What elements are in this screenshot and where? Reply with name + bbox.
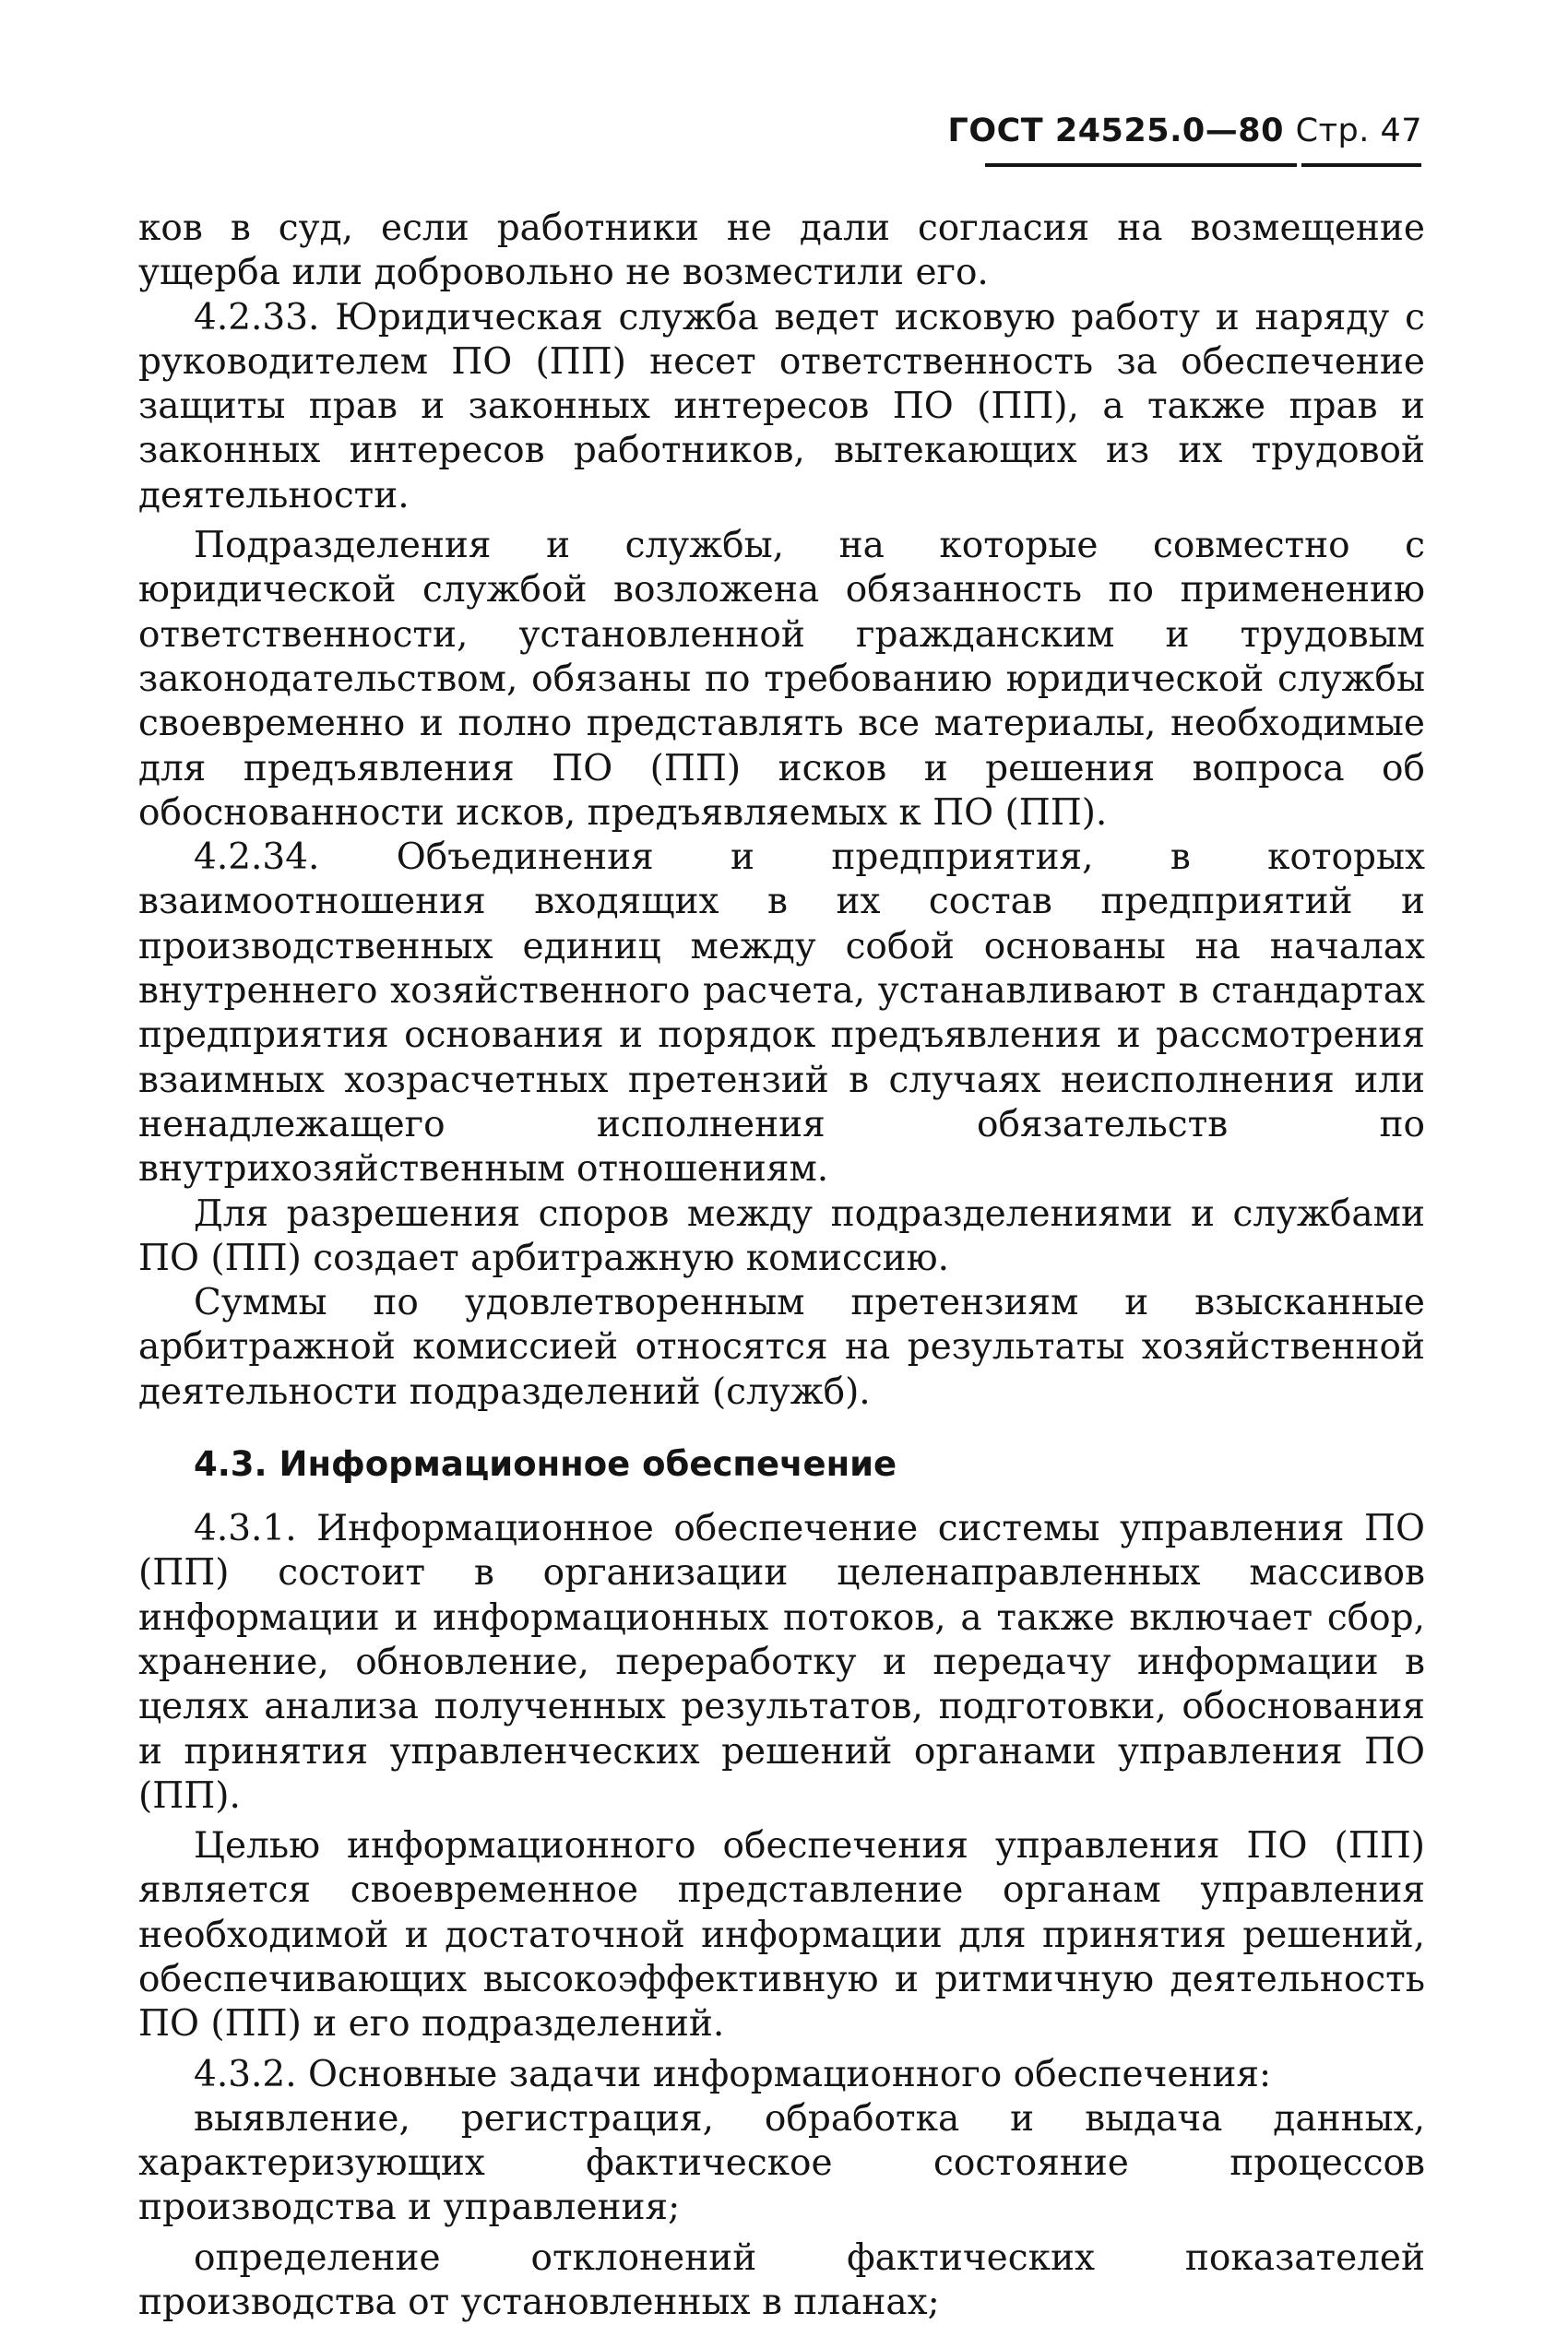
paragraph: Суммы по удовлетворенным претензиям и взысканные арбитражной комиссией относятся на результаты хозяйственной деятельности подразделений (служб). xyxy=(138,1282,1425,1413)
paragraph: определение отклонений фактических показателей производства от установленных в планах; xyxy=(138,2236,1425,2324)
paragraph: ков в суд, если работники не дали согласия на возмещение ущерба или добровольно не возместили его. xyxy=(138,208,1425,294)
page-number: Стр. 47 xyxy=(1295,113,1422,149)
paragraph: 4.2.34. Объединения и предприятия, в которых взаимоотношения входящих в их состав предприятий и производственных единиц между собой основаны на началах внутреннего хозяйственного расчета, устанавливают в стандартах предприятия основания и порядок предъявления и рассмотрения взаимных хозрасчетных претензий в случаях неисполнения или ненадлежащего исполнения обязательств по внутрихозяйственным отношениям. xyxy=(138,836,1425,1191)
paragraph: 4.3.2. Основные задачи информационного обеспечения: xyxy=(194,2053,1272,2095)
header-rule-short xyxy=(1301,163,1421,167)
page-header xyxy=(948,113,1422,149)
header-rule xyxy=(985,163,1297,167)
paragraph: 4.2.33. Юридическая служба ведет исковую работу и наряду с руководителем ПО (ПП) несет ответственность за обеспечение защиты прав и законных интересов ПО (ПП), а также прав и законных интересов работников, вытекающих из их трудовой деятельности. xyxy=(138,296,1425,516)
paragraph: Целью информационного обеспечения управления ПО (ПП) является своевременное представление органам управления необходимой и достаточной информации для принятия решений, обеспечивающих высокоэффективную и ритмичную деятельность ПО (ПП) и его подразделений. xyxy=(138,1825,1425,2046)
paragraph: 4.3.1. Информационное обеспечение системы управления ПО (ПП) состоит в организации целенаправленных массивов информации и информационных потоков, а также включает сбор, хранение, обновление, переработку и передачу информации в целях анализа полученных результатов, подготовки, обоснования и принятия управленческих решений органами управления ПО (ПП). xyxy=(138,1508,1425,1817)
standard-number: ГОСТ 24525.0—80 xyxy=(947,113,1284,149)
section-heading: 4.3. Информационное обеспечение xyxy=(194,1444,897,1485)
paragraph: Для разрешения споров между подразделениями и службами ПО (ПП) создает арбитражную комиссию. xyxy=(138,1192,1425,1279)
document-body xyxy=(138,207,1425,2325)
paragraph: выявление, регистрация, обработка и выдача данных, характеризующих фактическое состояние процессов производства и управления; xyxy=(138,2097,1425,2229)
paragraph: Подразделения и службы, на которые совместно с юридической службой возложена обязанность по применению ответственности, установленной гражданским и трудовым законодательством, обязаны по требованию юридической службы своевременно и полно представлять все материалы, необходимые для предъявления ПО (ПП) исков и решения вопроса об обоснованности исков, предъявляемых к ПО (ПП). xyxy=(138,525,1425,834)
